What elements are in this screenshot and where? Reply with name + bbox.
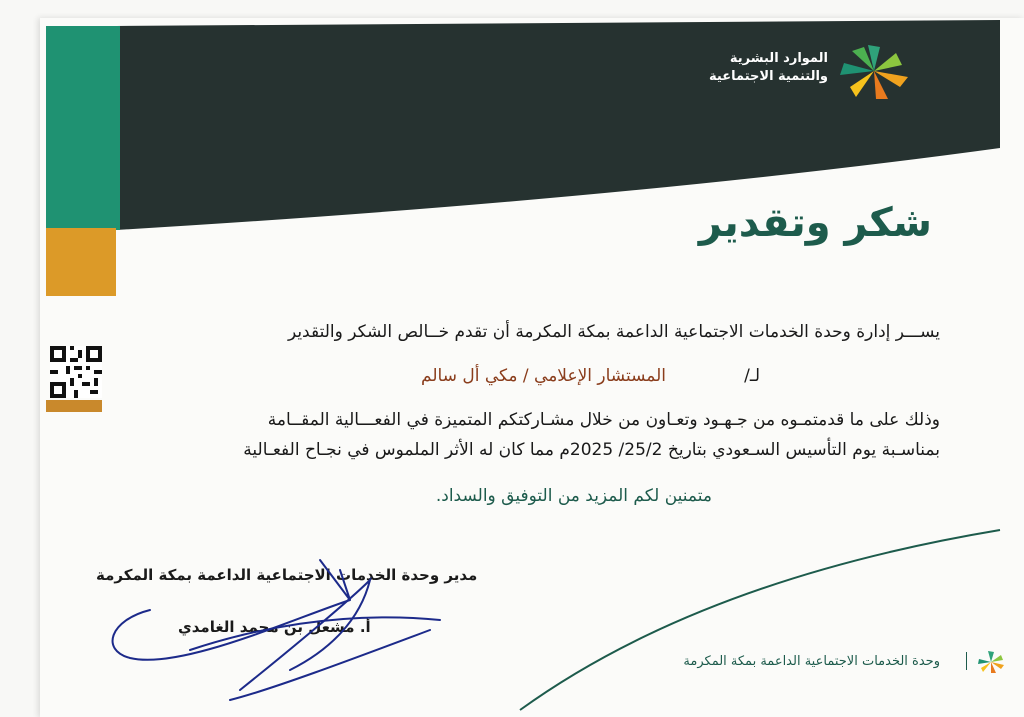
recipient-prefix: لـ/ bbox=[744, 366, 760, 386]
green-accent-strip bbox=[46, 26, 120, 230]
signatory-name: أ. مشعل بن محمد الغامدي bbox=[178, 618, 371, 636]
ministry-star-logo-icon bbox=[834, 40, 916, 102]
qr-code-icon[interactable] bbox=[50, 346, 102, 398]
body-line-3: وذلك على ما قدمتمـوه من جـهـود وتعـاون من خلال مشـاركتكم المتميزة في الفعـــالية المقــامة bbox=[267, 410, 940, 430]
certificate-title: شكر وتقدير bbox=[698, 200, 932, 246]
orange-accent-strip bbox=[46, 228, 116, 296]
ministry-name-line1: الموارد البشرية bbox=[729, 51, 828, 66]
body-line-4: بمناسـبة يوم التأسيس السـعودي بتاريخ 25/2/ 2025م مما كان له الأثر الملموس في نجـاح الفعـالية bbox=[243, 440, 940, 460]
footer-unit-name: وحدة الخدمات الاجتماعية الداعمة بمكة المكرمة bbox=[683, 654, 940, 669]
signature-scribble bbox=[90, 540, 470, 710]
qr-label-bar bbox=[46, 400, 102, 412]
ministry-name-line2: والتنمية الاجتماعية bbox=[709, 69, 828, 84]
body-line-1: يســـر إدارة وحدة الخدمات الاجتماعية الداعمة بمكة المكرمة أن تقدم خــالص الشكر والتقدير bbox=[287, 322, 940, 342]
ministry-name bbox=[709, 50, 828, 86]
recipient-name: المستشار الإعلامي / مكي أل سالم bbox=[421, 366, 666, 386]
decorative-curve bbox=[500, 520, 1024, 717]
closing-line: متمنين لكم المزيد من التوفيق والسداد. bbox=[435, 486, 712, 506]
footer-separator bbox=[966, 652, 967, 670]
footer-star-logo-icon bbox=[976, 650, 1006, 674]
signatory-title: مدير وحدة الخدمات الاجتماعية الداعمة بمكة المكرمة bbox=[96, 566, 478, 584]
